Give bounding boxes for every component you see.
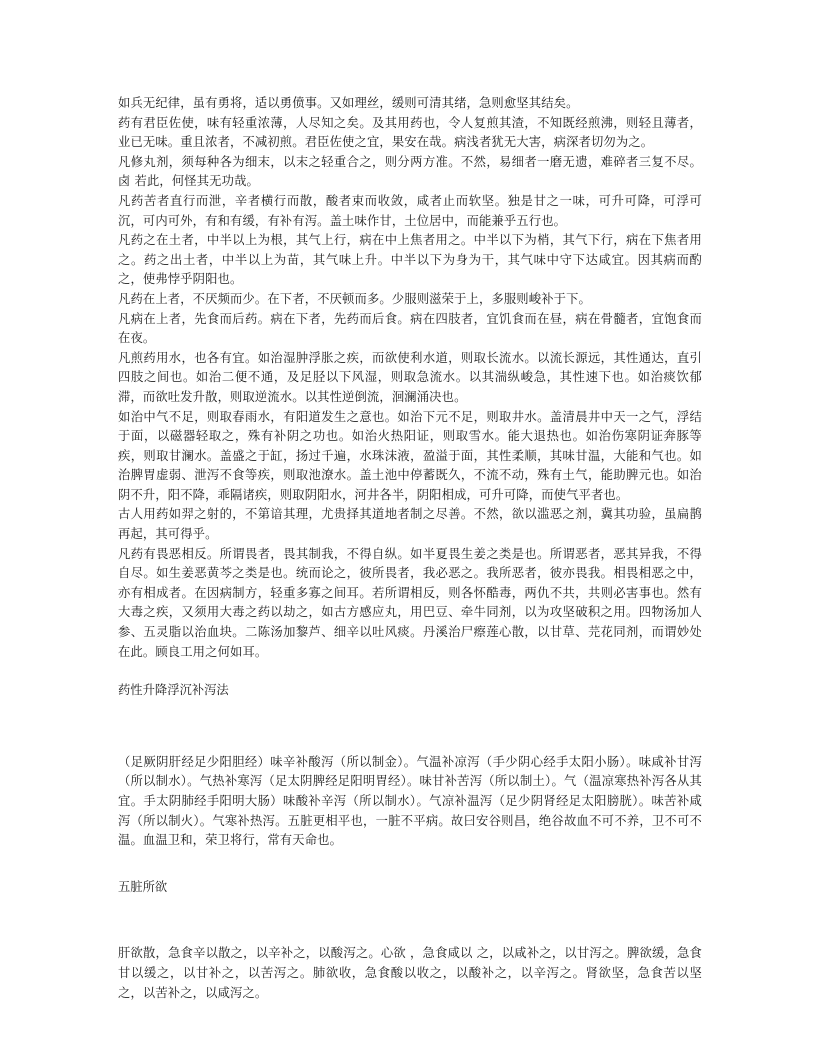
paragraph: 肝欲散，急食辛以散之，以辛补之，以酸泻之。心欲 ，急食咸以 之，以咸补之，以甘泻之。脾欲缓，急食甘以缓之，以甘补之，以苦泻之。肺欲收，急食酸以收之，以酸补之，以辛泻之。肾欲坚，急食苦以坚之，以苦补之，以咸泻之。 <box>118 946 702 1000</box>
paragraph: （足厥阴肝经足少阳胆经）味辛补酸泻（所以制金）。气温补凉泻（手少阴心经手太阳小肠）。味咸补甘泻（所以制水）。气热补寒泻（足太阴脾经足阳明胃经）。味甘补苦泻（所以制土）。气（温凉寒热补泻各从其宜。手太阴肺经手阳明大肠）味酸补辛泻（所以制水）。气凉补温泻（足少阴肾经足太阳膀胱）。味苦补咸泻（所以制火）。气寒补热泻。五脏更相平也，一脏不平病。故曰安谷则昌，绝谷故血不可不养，卫不可不温。血温卫和，荣卫将行，常有天命也。 <box>118 754 702 848</box>
paragraph: 凡药苦者直行而泄，辛者横行而散，酸者束而收敛，咸者止而软坚。独是甘之一味，可升可降，可浮可沉，可内可外，有和有缓，有补有泻。盖土味作甘，土位居中，而能兼乎五行也。 <box>118 193 702 228</box>
body-section-3 <box>118 944 702 1003</box>
paragraph: 凡药之在土者，中半以上为根，其气上行，病在中上焦者用之。中半以下为梢，其气下行，病在下焦者用之。药之出土者，中半以上为苗，其气味上升。中半以下为身为干，其气味中守下达咸宜。因其病而酌之，使弗悖乎阴阳也。 <box>118 233 702 287</box>
paragraph: 如治中气不足，则取春雨水，有阳道发生之意也。如治下元不足，则取井水。盖清晨井中天一之气，浮结于面，以磁器轻取之，殊有补阴之功也。如治火热阳证，则取雪水。能大退热也。如治伤寒阴证奔豚等疾，则取甘澜水。盖盛之于缸，扬过千遍，水珠沫液，盈溢于面，其性柔顺，其味甘温，大能和气也。如治脾胃虚弱、泄泻不食等疾，则取池潦水。盖土池中停蓄既久，不流不动，殊有土气，能助脾元也。如治阴不升，阳不降，乖隔诸疾，则取阴阳水，河井各半，阴阳相成，可升可降，而使气平者也。 <box>118 409 702 502</box>
body-section-1 <box>118 94 702 662</box>
paragraph: 古人用药如羿之射的，不第谙其理，尤贵择其道地者制之尽善。不然，欲以滥恶之剂，冀其功验，虽扁鹊再起，其可得乎。 <box>118 507 702 542</box>
section-heading: 药性升降浮沉补泻法 <box>118 683 229 698</box>
paragraph: 凡药有畏恶相反。所谓畏者，畏其制我，不得自纵。如半夏畏生姜之类是也。所谓恶者，恶其异我，不得自尽。如生姜恶黄芩之类是也。统而论之，彼所畏者，我必恶之。我所恶者，彼亦畏我。相畏相恶之中，亦有相成者。在因病制方，轻重多寡之间耳。若所谓相反，则各怀酷毒，两仇不共，共则必害事也。然有大毒之疾，又须用大毒之药以劫之，如古方感应丸，用巴豆、牵牛同剂，以为攻坚破积之用。四物汤加人参、五灵脂以治血块。二陈汤加黎芦、细辛以吐风痰。丹溪治尸瘵莲心散，以甘草、芫花同剂，而谓妙处在此。顾良工用之何如耳。 <box>118 546 702 659</box>
paragraph: 凡药在上者，不厌频而少。在下者，不厌顿而多。少服则滋荣于上，多服则峻补于下。 <box>118 291 591 306</box>
paragraph: 凡煎药用水，也各有宜。如治湿肿浮胀之疾，而欲使利水道，则取长流水。以流长源远，其性通达，直引四肢之间也。如治二便不通，及足胫以下风湿，则取急流水。以其湍纵峻急，其性速下也。如治痰饮郁滞，而欲吐发升散，则取逆流水。以其性逆倒流，洄澜涌决也。 <box>118 350 702 404</box>
document-page <box>118 94 702 1003</box>
paragraph: 凡病在上者，先食而后药。病在下者，先药而后食。病在四肢者，宜饥食而在昼，病在骨髓者，宜饱食而在夜。 <box>118 311 702 346</box>
section-heading: 五脏所欲 <box>118 879 168 894</box>
paragraph: 药有君臣佐使，味有轻重浓薄，人尽知之矣。及其用药也，令人复煎其渣，不知既经煎沸，则轻且薄者，业已无味。重且浓者，不减初煎。君臣佐使之宜，果安在哉。病浅者犹无大害，病深者切勿为之。 <box>118 115 702 150</box>
paragraph: 如兵无纪律，虽有勇将，适以勇偾事。又如理丝，缓则可清其绪，急则愈坚其结矣。 <box>118 96 579 110</box>
paragraph: 凡修丸剂，须每种各为细末，以末之轻重合之，则分两方准。不然，易细者一磨无遗，难碎者三复不尽。卤 若此，何怪其无功哉。 <box>118 154 702 189</box>
body-section-2 <box>118 753 702 851</box>
